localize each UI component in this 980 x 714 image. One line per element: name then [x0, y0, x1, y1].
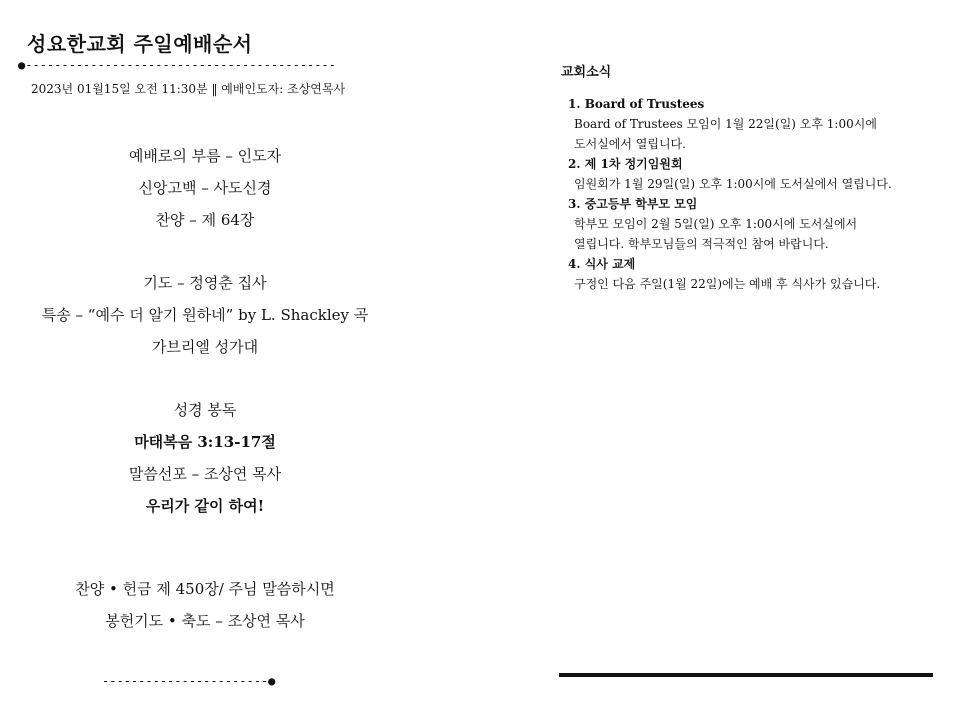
worship-order-item: 말씀선포 – 조상연 목사 [128, 465, 282, 483]
news-item [568, 94, 968, 154]
worship-order-item: 봉헌기도 • 축도 – 조상연 목사 [105, 612, 305, 630]
bottom-solid-line [559, 673, 933, 677]
news-item-text: 구정인 다음 주일(1월 22일)에는 예배 후 식사가 있습니다. [574, 277, 881, 291]
worship-order-item: 가브리엘 성가대 [151, 338, 259, 356]
worship-order-item: 예배로의 부름 – 인도자 [128, 147, 282, 165]
news-item-text: 도서실에서 열립니다. [574, 137, 686, 151]
news-item-text: Board of Trustees 모임이 1월 22일(일) 오후 1:00시에 [574, 117, 877, 131]
news-item [568, 254, 968, 294]
news-item-text: 열립니다. 학부모님들의 적극적인 참여 바랍니다. [574, 237, 829, 251]
bulletin-title: 성요한교회 주일예배순서 [27, 32, 253, 56]
news-item-heading: 2. 제 1차 정기임원회 [568, 157, 683, 171]
news-item-heading: 4. 식사 교제 [568, 257, 636, 271]
news-title: 교회소식 [561, 65, 612, 80]
worship-order-item: 성경 봉독 [173, 401, 237, 419]
news-item-text: 임원회가 1월 29일(일) 오후 1:00시에 도서실에서 열립니다. [574, 177, 892, 191]
news-item-text: 학부모 모임이 2월 5일(일) 오후 1:00시에 도서실에서 [574, 217, 858, 231]
worship-order-item: 신앙고백 – 사도신경 [138, 179, 272, 197]
bottom-dashed-rule: -----------------------● [102, 674, 276, 688]
news-right-page [540, 0, 960, 714]
worship-order-item: 우리가 같이 하여! [145, 497, 265, 515]
bulletin-left-page [0, 0, 410, 714]
service-info: 2023년 01월15일 오전 11:30분 ‖ 예배인도자: 조상연목사 [31, 82, 346, 96]
worship-order-item: 찬양 – 제 64장 [155, 211, 255, 229]
news-item-heading: 3. 중고등부 학부모 모임 [568, 197, 698, 211]
news-item-heading: 1. Board of Trustees [568, 97, 705, 111]
worship-order-item: 찬양 • 헌금 제 450장/ 주님 말씀하시면 [75, 580, 335, 598]
worship-order-item: 마태복음 3:13-17절 [134, 433, 276, 451]
news-item [568, 194, 968, 254]
news-item [568, 154, 968, 194]
worship-order-item: 기도 – 정영춘 집사 [143, 274, 267, 292]
news-list [568, 94, 968, 294]
worship-order-item: 특송 – “예수 더 알기 원하네” by L. Shackley 곡 [41, 306, 369, 324]
top-dashed-rule: ●------------------------------------------- [18, 58, 336, 72]
